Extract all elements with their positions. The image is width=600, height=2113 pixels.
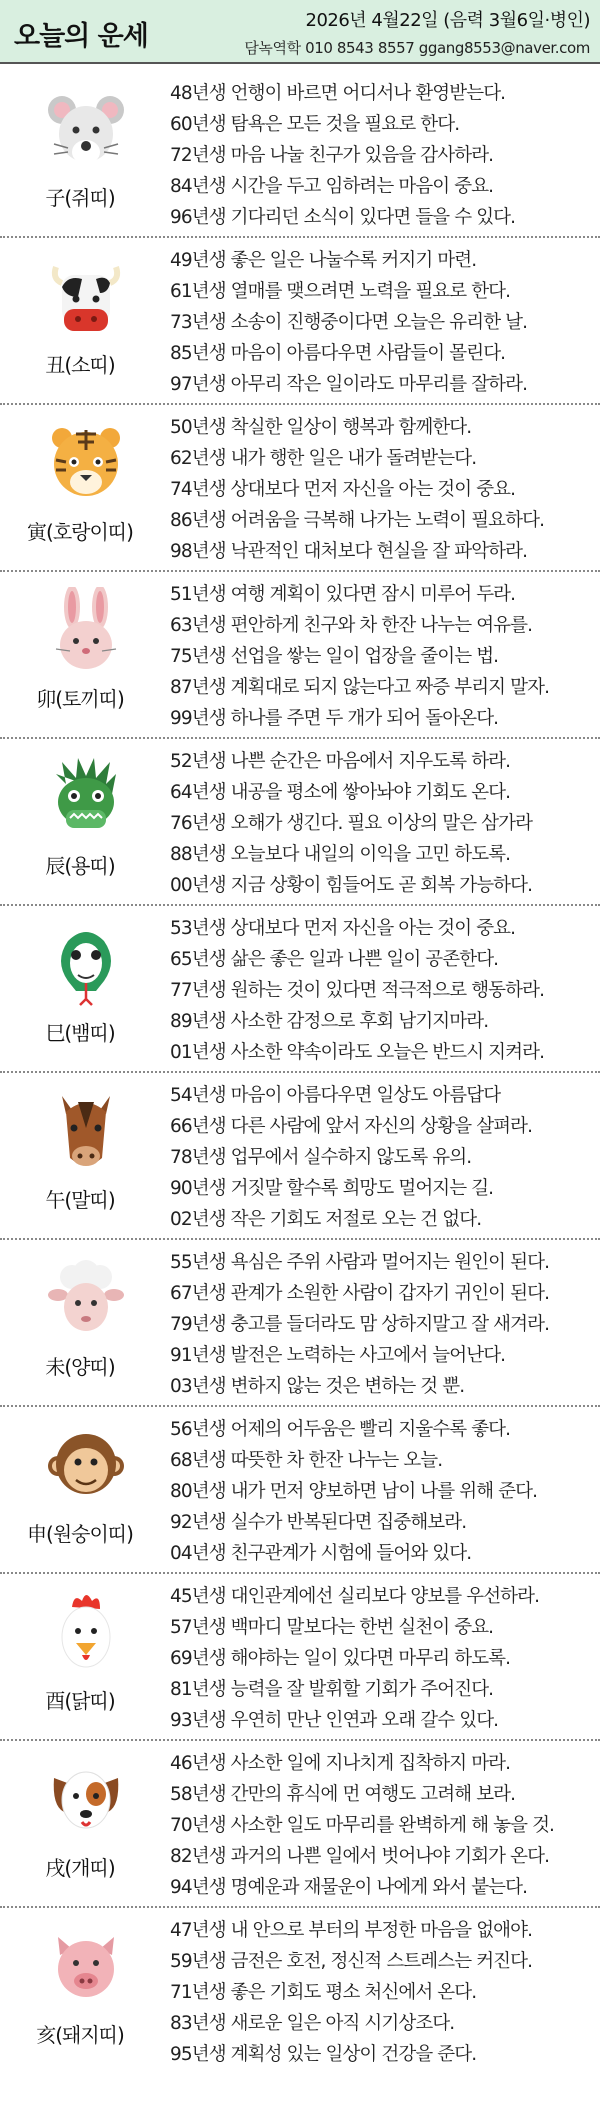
fortune-line: 54년생 마음이 아름다우면 일상도 아름답다: [170, 1085, 501, 1106]
zodiac-section: [0, 1406, 600, 1572]
monkey-icon: [48, 1422, 124, 1508]
fortune-line: 63년생 편안하게 친구와 차 한잔 나누는 여유를.: [170, 615, 533, 636]
zodiac-label: 巳(뱀띠): [45, 1021, 115, 1045]
contact-line: 담녹역학 010 8543 8557 ggang8553@naver.com: [244, 39, 590, 57]
fortune-lines: [170, 1414, 598, 1569]
fortune-line: 64년생 내공을 평소에 쌓아놔야 기회도 온다.: [170, 782, 511, 803]
fortune-line: 65년생 삶은 좋은 일과 나쁜 일이 공존한다.: [170, 949, 499, 970]
zodiac-section: [0, 571, 600, 737]
fortune-line: 01년생 사소한 약속이라도 오늘은 반드시 지켜라.: [170, 1042, 545, 1063]
animal-column: [0, 738, 160, 904]
fortune-lines: [170, 245, 598, 400]
fortune-line: 57년생 백마디 말보다는 한번 실천이 중요.: [170, 1617, 494, 1638]
zodiac-label: 未(양띠): [45, 1355, 115, 1379]
fortune-lines: [170, 1915, 598, 2070]
zodiac-label: 亥(돼지띠): [36, 2023, 124, 2047]
fortune-lines: [170, 1247, 598, 1402]
sheep-icon: [48, 1255, 124, 1341]
fortune-line: 89년생 사소한 감정으로 후회 남기지마라.: [170, 1011, 489, 1032]
fortune-line: 58년생 간만의 휴식에 먼 여행도 고려해 보라.: [170, 1784, 516, 1805]
fortune-line: 96년생 기다리던 소식이 있다면 들을 수 있다.: [170, 207, 516, 228]
animal-column: [0, 1740, 160, 1906]
zodiac-label: 子(쥐띠): [45, 186, 115, 210]
zodiac-section: [0, 1740, 600, 1906]
zodiac-section: [0, 70, 600, 236]
fortune-line: 84년생 시간을 두고 임하려는 마음이 중요.: [170, 176, 494, 197]
fortune-line: 86년생 어려움을 극복해 나가는 노력이 필요하다.: [170, 510, 545, 531]
fortune-line: 51년생 여행 계획이 있다면 잠시 미루어 두라.: [170, 584, 516, 605]
fortune-line: 79년생 충고를 들더라도 맘 상하지말고 잘 새겨라.: [170, 1314, 550, 1335]
fortune-line: 92년생 실수가 반복된다면 집중해보라.: [170, 1512, 467, 1533]
fortune-line: 61년생 열매를 맺으려면 노력을 필요로 한다.: [170, 281, 511, 302]
fortune-line: 55년생 욕심은 주위 사람과 멀어지는 원인이 된다.: [170, 1252, 550, 1273]
fortune-line: 62년생 내가 행한 일은 내가 돌려받는다.: [170, 448, 477, 469]
rabbit-icon: [48, 587, 124, 673]
fortune-lines: [170, 412, 598, 567]
animal-column: [0, 70, 160, 236]
fortune-line: 53년생 상대보다 먼저 자신을 아는 것이 중요.: [170, 918, 516, 939]
fortune-line: 99년생 하나를 주면 두 개가 되어 돌아온다.: [170, 708, 499, 729]
dragon-icon: [48, 754, 124, 840]
zodiac-label: 辰(용띠): [45, 854, 115, 878]
fortune-line: 97년생 아무리 작은 일이라도 마무리를 잘하라.: [170, 374, 528, 395]
fortune-line: 90년생 거짓말 할수록 희망도 멀어지는 길.: [170, 1178, 494, 1199]
animal-column: [0, 237, 160, 403]
zodiac-label: 酉(닭띠): [45, 1689, 115, 1713]
zodiac-section: [0, 1072, 600, 1238]
animal-column: [0, 571, 160, 737]
fortune-line: 80년생 내가 먼저 양보하면 남이 나를 위해 준다.: [170, 1481, 538, 1502]
fortune-lines: [170, 1581, 598, 1736]
fortune-line: 88년생 오늘보다 내일의 이익을 고민 하도록.: [170, 844, 511, 865]
zodiac-section: [0, 237, 600, 403]
fortune-line: 71년생 좋은 기회도 평소 처신에서 온다.: [170, 1982, 477, 2003]
fortune-line: 74년생 상대보다 먼저 자신을 아는 것이 중요.: [170, 479, 516, 500]
fortune-line: 60년생 탐욕은 모든 것을 필요로 한다.: [170, 114, 460, 135]
fortune-lines: [170, 1748, 598, 1903]
fortune-line: 76년생 오해가 생긴다. 필요 이상의 말은 삼가라: [170, 813, 533, 834]
fortune-line: 91년생 발전은 노력하는 사고에서 늘어난다.: [170, 1345, 506, 1366]
page-title: 오늘의 운세: [14, 21, 148, 52]
fortune-line: 68년생 따뜻한 차 한잔 나누는 오늘.: [170, 1450, 443, 1471]
fortune-line: 93년생 우연히 만난 인연과 오래 갈수 있다.: [170, 1710, 499, 1731]
fortune-line: 69년생 해야하는 일이 있다면 마무리 하도록.: [170, 1648, 511, 1669]
fortune-line: 75년생 선업을 쌓는 일이 업장을 줄이는 법.: [170, 646, 499, 667]
fortune-line: 66년생 다른 사람에 앞서 자신의 상황을 살펴라.: [170, 1116, 533, 1137]
animal-column: [0, 1907, 160, 2073]
zodiac-section: [0, 738, 600, 904]
fortune-line: 82년생 과거의 나쁜 일에서 벗어나야 기회가 온다.: [170, 1846, 550, 1867]
fortune-line: 98년생 낙관적인 대처보다 현실을 잘 파악하라.: [170, 541, 528, 562]
fortune-line: 04년생 친구관계가 시험에 들어와 있다.: [170, 1543, 472, 1564]
zodiac-section: [0, 1239, 600, 1405]
fortune-line: 73년생 소송이 진행중이다면 오늘은 유리한 날.: [170, 312, 528, 333]
zodiac-section: [0, 1573, 600, 1739]
zodiac-section: [0, 905, 600, 1071]
fortune-lines: [170, 746, 598, 901]
fortune-lines: [170, 913, 598, 1068]
tiger-icon: [48, 420, 124, 506]
ox-icon: [48, 253, 124, 339]
animal-column: [0, 1406, 160, 1572]
fortune-lines: [170, 1080, 598, 1235]
zodiac-label: 戌(개띠): [45, 1856, 115, 1880]
zodiac-label: 卯(토끼띠): [36, 687, 124, 711]
fortune-line: 77년생 원하는 것이 있다면 적극적으로 행동하라.: [170, 980, 545, 1001]
rooster-icon: [48, 1589, 124, 1675]
zodiac-label: 申(원숭이띠): [27, 1522, 133, 1546]
zodiac-section: [0, 404, 600, 570]
fortune-line: 67년생 관계가 소원한 사람이 갑자기 귀인이 된다.: [170, 1283, 550, 1304]
animal-column: [0, 1072, 160, 1238]
fortune-line: 81년생 능력을 잘 발휘할 기회가 주어진다.: [170, 1679, 494, 1700]
animal-column: [0, 1573, 160, 1739]
fortune-line: 45년생 대인관계에선 실리보다 양보를 우선하라.: [170, 1586, 540, 1607]
fortune-lines: [170, 78, 598, 233]
fortune-line: 95년생 계획성 있는 일상이 건강을 준다.: [170, 2044, 477, 2065]
dog-icon: [48, 1756, 124, 1842]
animal-column: [0, 905, 160, 1071]
fortune-line: 85년생 마음이 아름다우면 사람들이 몰린다.: [170, 343, 506, 364]
fortune-line: 50년생 착실한 일상이 행복과 함께한다.: [170, 417, 472, 438]
fortune-line: 59년생 금전은 호전, 정신적 스트레스는 커진다.: [170, 1951, 533, 1972]
fortune-line: 47년생 내 안으로 부터의 부정한 마음을 없애야.: [170, 1920, 533, 1941]
zodiac-label: 午(말띠): [45, 1188, 115, 1212]
fortune-line: 78년생 업무에서 실수하지 않도록 유의.: [170, 1147, 472, 1168]
fortune-line: 49년생 좋은 일은 나눌수록 커지기 마련.: [170, 250, 477, 271]
fortune-line: 56년생 어제의 어두움은 빨리 지울수록 좋다.: [170, 1419, 511, 1440]
fortune-line: 94년생 명예운과 재물운이 나에게 와서 붙는다.: [170, 1877, 528, 1898]
pig-icon: [48, 1923, 124, 2009]
fortune-line: 48년생 언행이 바르면 어디서나 환영받는다.: [170, 83, 506, 104]
fortune-line: 00년생 지금 상황이 힘들어도 곧 회복 가능하다.: [170, 875, 533, 896]
fortune-line: 46년생 사소한 일에 지나치게 집착하지 마라.: [170, 1753, 511, 1774]
zodiac-label: 丑(소띠): [45, 353, 115, 377]
animal-column: [0, 1239, 160, 1405]
fortune-line: 52년생 나쁜 순간은 마음에서 지우도록 하라.: [170, 751, 511, 772]
fortune-line: 02년생 작은 기회도 저절로 오는 건 없다.: [170, 1209, 482, 1230]
fortune-line: 70년생 사소한 일도 마무리를 완벽하게 해 놓을 것.: [170, 1815, 555, 1836]
animal-column: [0, 404, 160, 570]
fortune-line: 87년생 계획대로 되지 않는다고 짜증 부리지 말자.: [170, 677, 550, 698]
horse-icon: [48, 1088, 124, 1174]
zodiac-section: [0, 1907, 600, 2073]
fortune-line: 72년생 마음 나눌 친구가 있음을 감사하라.: [170, 145, 494, 166]
date-line: 2026년 4월22일 (음력 3월6일·병인): [305, 10, 590, 31]
fortune-line: 83년생 새로운 일은 아직 시기상조다.: [170, 2013, 455, 2034]
fortune-lines: [170, 579, 598, 734]
rat-icon: [48, 86, 124, 172]
snake-icon: [48, 921, 124, 1007]
header: [0, 0, 600, 64]
fortune-line: 03년생 변하지 않는 것은 변하는 것 뿐.: [170, 1376, 465, 1397]
zodiac-label: 寅(호랑이띠): [27, 520, 133, 544]
